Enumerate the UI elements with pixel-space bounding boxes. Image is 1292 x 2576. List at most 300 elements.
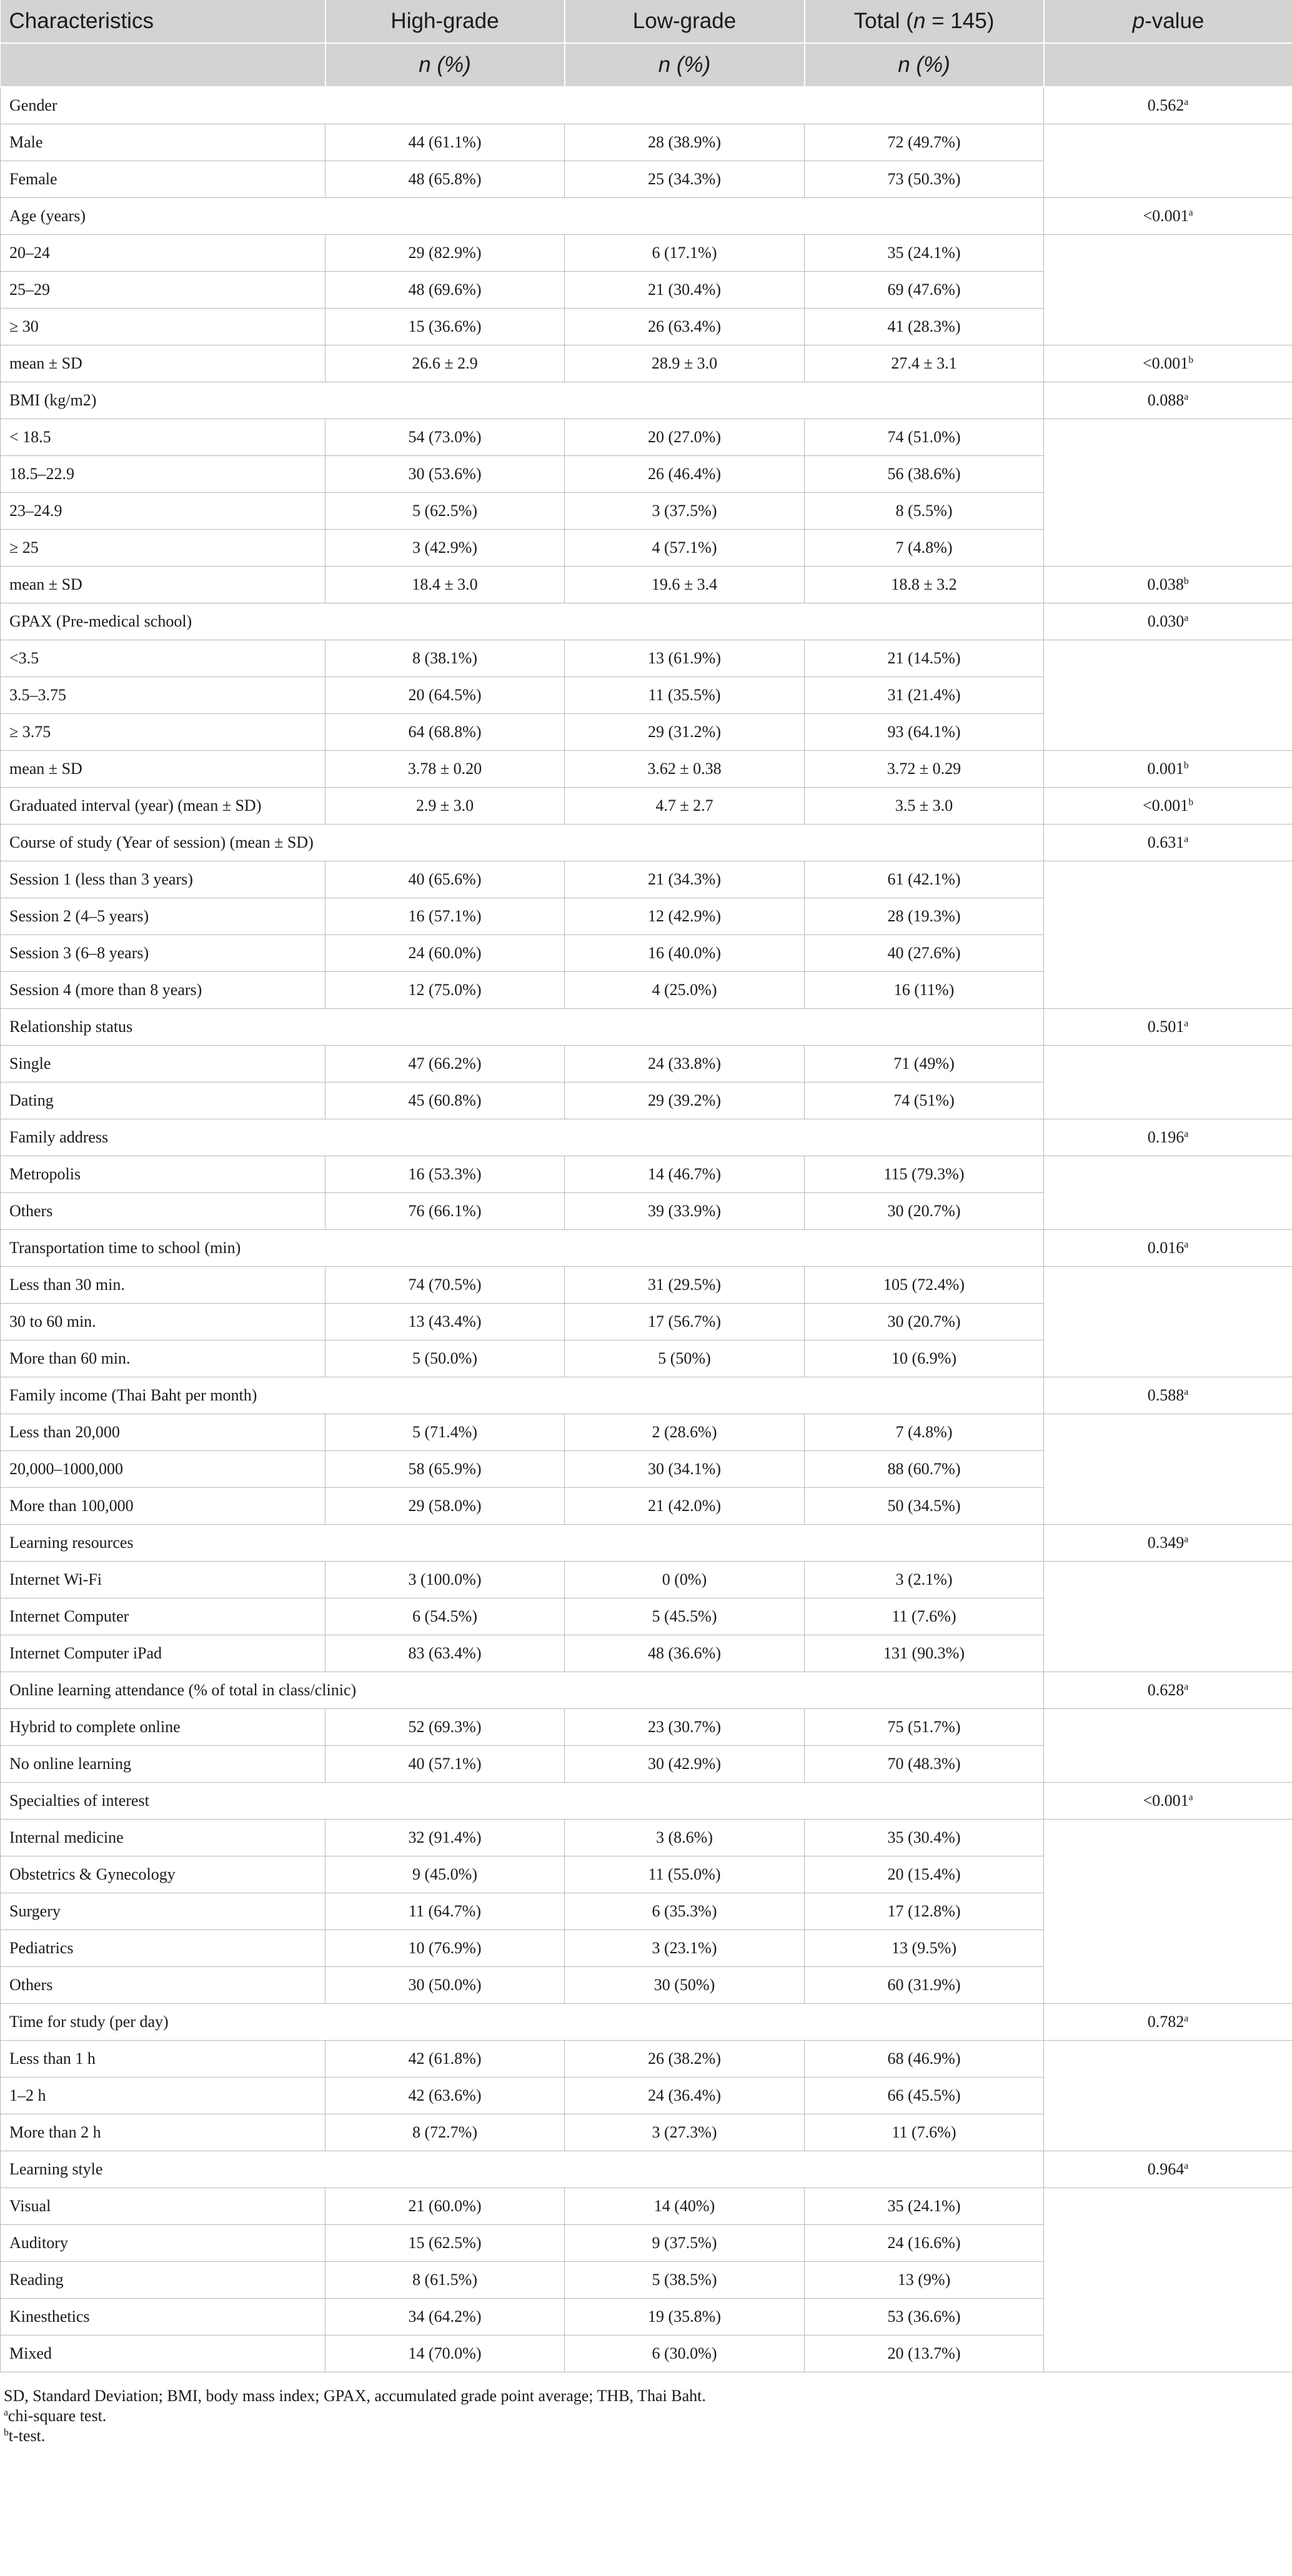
low-grade-value: 6 (30.0%) bbox=[565, 2336, 805, 2372]
total-value: 72 (49.7%) bbox=[805, 124, 1044, 161]
high-grade-value: 58 (65.9%) bbox=[325, 1451, 565, 1488]
high-grade-value: 3.78 ± 0.20 bbox=[325, 751, 565, 788]
total-value: 68 (46.9%) bbox=[805, 2041, 1044, 2078]
total-value: 7 (4.8%) bbox=[805, 1414, 1044, 1451]
group-label: Learning resources bbox=[1, 1525, 1044, 1562]
p-value-text: 0.964 bbox=[1147, 2160, 1185, 2178]
p-value-text: 0.588 bbox=[1147, 1386, 1185, 1404]
group-header-row bbox=[1, 87, 1292, 124]
header-low-grade: Low-grade bbox=[565, 0, 805, 43]
total-value: 11 (7.6%) bbox=[805, 1598, 1044, 1635]
p-value-test-marker: a bbox=[1184, 613, 1189, 624]
row-label: Others bbox=[1, 1967, 325, 2004]
row-label: Dating bbox=[1, 1082, 325, 1119]
row-label: Others bbox=[1, 1193, 325, 1230]
total-value: 28 (19.3%) bbox=[805, 898, 1044, 935]
p-value-blank bbox=[1044, 640, 1292, 751]
high-grade-value: 42 (63.6%) bbox=[325, 2078, 565, 2114]
group-header-row bbox=[1, 2151, 1292, 2188]
group-label: GPAX (Pre-medical school) bbox=[1, 603, 1044, 640]
low-grade-value: 30 (50%) bbox=[565, 1967, 805, 2004]
row-label: ≥ 30 bbox=[1, 309, 325, 345]
row-label: Reading bbox=[1, 2262, 325, 2299]
mean-sd-row bbox=[1, 751, 1292, 788]
high-grade-value: 30 (50.0%) bbox=[325, 1967, 565, 2004]
total-value: 30 (20.7%) bbox=[805, 1193, 1044, 1230]
group-label: Family address bbox=[1, 1119, 1044, 1156]
high-grade-value: 45 (60.8%) bbox=[325, 1082, 565, 1119]
group-label: Learning style bbox=[1, 2151, 1044, 2188]
row-label: ≥ 25 bbox=[1, 530, 325, 567]
low-grade-value: 11 (55.0%) bbox=[565, 1856, 805, 1893]
high-grade-value: 64 (68.8%) bbox=[325, 714, 565, 751]
row-label: Kinesthetics bbox=[1, 2299, 325, 2336]
p-value-test-marker: b bbox=[1183, 760, 1189, 771]
row-label: Surgery bbox=[1, 1893, 325, 1930]
group-header-row bbox=[1, 1009, 1292, 1046]
high-grade-value: 3 (42.9%) bbox=[325, 530, 565, 567]
low-grade-value: 26 (63.4%) bbox=[565, 309, 805, 345]
total-value: 30 (20.7%) bbox=[805, 1304, 1044, 1340]
low-grade-value: 29 (31.2%) bbox=[565, 714, 805, 751]
total-value: 69 (47.6%) bbox=[805, 272, 1044, 309]
group-header-row bbox=[1, 1119, 1292, 1156]
group-label: Specialties of interest bbox=[1, 1783, 1044, 1820]
low-grade-value: 17 (56.7%) bbox=[565, 1304, 805, 1340]
p-value-blank bbox=[1044, 235, 1292, 345]
row-label: Internal medicine bbox=[1, 1820, 325, 1856]
p-value-text: <0.001 bbox=[1143, 354, 1189, 372]
low-grade-value: 48 (36.6%) bbox=[565, 1635, 805, 1672]
low-grade-value: 3 (23.1%) bbox=[565, 1930, 805, 1967]
low-grade-value: 3 (8.6%) bbox=[565, 1820, 805, 1856]
subheader-high-n-pct: n (%) bbox=[325, 43, 565, 87]
group-p-value bbox=[1044, 1672, 1292, 1709]
low-grade-value: 21 (34.3%) bbox=[565, 861, 805, 898]
group-p-value bbox=[1044, 1783, 1292, 1820]
total-value: 3 (2.1%) bbox=[805, 1562, 1044, 1598]
footnote-text: SD, Standard Deviation; BMI, body mass index; GPAX, accumulated grade point average; THB, Thai Baht. bbox=[4, 2387, 706, 2405]
low-grade-value: 3 (37.5%) bbox=[565, 493, 805, 530]
high-grade-value: 9 (45.0%) bbox=[325, 1856, 565, 1893]
high-grade-value: 42 (61.8%) bbox=[325, 2041, 565, 2078]
total-value: 70 (48.3%) bbox=[805, 1746, 1044, 1783]
high-grade-value: 20 (64.5%) bbox=[325, 677, 565, 714]
p-value-test-marker: a bbox=[1184, 834, 1189, 845]
low-grade-value: 30 (42.9%) bbox=[565, 1746, 805, 1783]
low-grade-value: 5 (45.5%) bbox=[565, 1598, 805, 1635]
high-grade-value: 34 (64.2%) bbox=[325, 2299, 565, 2336]
high-grade-value: 32 (91.4%) bbox=[325, 1820, 565, 1856]
total-value: 20 (13.7%) bbox=[805, 2336, 1044, 2372]
high-grade-value: 16 (53.3%) bbox=[325, 1156, 565, 1193]
p-value-text: 0.038 bbox=[1147, 575, 1184, 593]
group-header-row bbox=[1, 1525, 1292, 1562]
total-value: 17 (12.8%) bbox=[805, 1893, 1044, 1930]
row-label: Auditory bbox=[1, 2225, 325, 2262]
mean-sd-row bbox=[1, 567, 1292, 603]
table-row bbox=[1, 2188, 1292, 2225]
header-high-grade: High-grade bbox=[325, 0, 565, 43]
p-value-text: 0.030 bbox=[1147, 612, 1185, 630]
table-row bbox=[1, 235, 1292, 272]
total-value: 40 (27.6%) bbox=[805, 935, 1044, 972]
p-value-test-marker: a bbox=[1184, 2161, 1189, 2172]
group-p-value bbox=[1044, 2004, 1292, 2041]
row-p-value bbox=[1044, 788, 1292, 825]
total-value: 13 (9.5%) bbox=[805, 1930, 1044, 1967]
low-grade-value: 26 (38.2%) bbox=[565, 2041, 805, 2078]
row-label: 25–29 bbox=[1, 272, 325, 309]
high-grade-value: 15 (36.6%) bbox=[325, 309, 565, 345]
total-value: 73 (50.3%) bbox=[805, 161, 1044, 198]
total-value: 24 (16.6%) bbox=[805, 2225, 1044, 2262]
row-label: Internet Wi-Fi bbox=[1, 1562, 325, 1598]
row-label: 30 to 60 min. bbox=[1, 1304, 325, 1340]
high-grade-value: 6 (54.5%) bbox=[325, 1598, 565, 1635]
p-value-test-marker: a bbox=[1184, 2013, 1189, 2024]
high-grade-value: 83 (63.4%) bbox=[325, 1635, 565, 1672]
high-grade-value: 54 (73.0%) bbox=[325, 419, 565, 456]
high-grade-value: 14 (70.0%) bbox=[325, 2336, 565, 2372]
high-grade-value: 5 (71.4%) bbox=[325, 1414, 565, 1451]
group-label: Relationship status bbox=[1, 1009, 1044, 1046]
high-grade-value: 8 (72.7%) bbox=[325, 2114, 565, 2151]
p-value-blank bbox=[1044, 1046, 1292, 1119]
p-value-text: 0.501 bbox=[1147, 1018, 1185, 1036]
total-value: 50 (34.5%) bbox=[805, 1488, 1044, 1525]
total-value: 71 (49%) bbox=[805, 1046, 1044, 1082]
total-value: 75 (51.7%) bbox=[805, 1709, 1044, 1746]
high-grade-value: 52 (69.3%) bbox=[325, 1709, 565, 1746]
group-label: Course of study (Year of session) (mean ± SD) bbox=[1, 825, 1044, 861]
low-grade-value: 25 (34.3%) bbox=[565, 161, 805, 198]
table-row bbox=[1, 1562, 1292, 1598]
high-grade-value: 8 (61.5%) bbox=[325, 2262, 565, 2299]
table-row bbox=[1, 1820, 1292, 1856]
total-value: 21 (14.5%) bbox=[805, 640, 1044, 677]
p-value-test-marker: a bbox=[1184, 1387, 1189, 1398]
low-grade-value: 14 (46.7%) bbox=[565, 1156, 805, 1193]
low-grade-value: 4 (25.0%) bbox=[565, 972, 805, 1009]
group-header-row bbox=[1, 825, 1292, 861]
group-header-row bbox=[1, 382, 1292, 419]
total-value: 13 (9%) bbox=[805, 2262, 1044, 2299]
total-value: 11 (7.6%) bbox=[805, 2114, 1044, 2151]
row-label: 23–24.9 bbox=[1, 493, 325, 530]
group-p-value bbox=[1044, 1119, 1292, 1156]
group-label: Family income (Thai Baht per month) bbox=[1, 1377, 1044, 1414]
p-value-test-marker: a bbox=[1184, 1129, 1189, 1140]
high-grade-value: 16 (57.1%) bbox=[325, 898, 565, 935]
low-grade-value: 3 (27.3%) bbox=[565, 2114, 805, 2151]
total-value: 56 (38.6%) bbox=[805, 456, 1044, 493]
table-row bbox=[1, 419, 1292, 456]
low-grade-value: 0 (0%) bbox=[565, 1562, 805, 1598]
low-grade-value: 31 (29.5%) bbox=[565, 1267, 805, 1304]
row-p-value bbox=[1044, 567, 1292, 603]
row-label: 18.5–22.9 bbox=[1, 456, 325, 493]
group-label: Gender bbox=[1, 87, 1044, 124]
p-value-text: 0.196 bbox=[1147, 1128, 1185, 1146]
total-value: 16 (11%) bbox=[805, 972, 1044, 1009]
total-value: 27.4 ± 3.1 bbox=[805, 345, 1044, 382]
low-grade-value: 9 (37.5%) bbox=[565, 2225, 805, 2262]
subheader-low-n-pct: n (%) bbox=[565, 43, 805, 87]
total-value: 10 (6.9%) bbox=[805, 1340, 1044, 1377]
high-grade-value: 8 (38.1%) bbox=[325, 640, 565, 677]
high-grade-value: 47 (66.2%) bbox=[325, 1046, 565, 1082]
footnote-text: t-test. bbox=[8, 2427, 46, 2445]
p-value-test-marker: a bbox=[1184, 392, 1189, 403]
low-grade-value: 3.62 ± 0.38 bbox=[565, 751, 805, 788]
row-label: Internet Computer bbox=[1, 1598, 325, 1635]
low-grade-value: 23 (30.7%) bbox=[565, 1709, 805, 1746]
low-grade-value: 12 (42.9%) bbox=[565, 898, 805, 935]
row-label: Session 3 (6–8 years) bbox=[1, 935, 325, 972]
low-grade-value: 5 (38.5%) bbox=[565, 2262, 805, 2299]
row-label: More than 60 min. bbox=[1, 1340, 325, 1377]
high-grade-value: 40 (57.1%) bbox=[325, 1746, 565, 1783]
row-p-value bbox=[1044, 751, 1292, 788]
row-label: Pediatrics bbox=[1, 1930, 325, 1967]
total-value: 105 (72.4%) bbox=[805, 1267, 1044, 1304]
p-value-text: 0.631 bbox=[1147, 833, 1185, 851]
row-label: Less than 20,000 bbox=[1, 1414, 325, 1451]
total-value: 74 (51.0%) bbox=[805, 419, 1044, 456]
row-label: mean ± SD bbox=[1, 751, 325, 788]
table-body bbox=[1, 87, 1292, 2372]
p-value-blank bbox=[1044, 1267, 1292, 1377]
p-value-blank bbox=[1044, 1709, 1292, 1783]
high-grade-value: 29 (58.0%) bbox=[325, 1488, 565, 1525]
graduated-interval-row bbox=[1, 788, 1292, 825]
table-footnotes bbox=[4, 2386, 706, 2446]
high-grade-value: 76 (66.1%) bbox=[325, 1193, 565, 1230]
row-label: Visual bbox=[1, 2188, 325, 2225]
total-value: 31 (21.4%) bbox=[805, 677, 1044, 714]
low-grade-value: 11 (35.5%) bbox=[565, 677, 805, 714]
table-row bbox=[1, 1709, 1292, 1746]
high-grade-value: 5 (62.5%) bbox=[325, 493, 565, 530]
group-label: Time for study (per day) bbox=[1, 2004, 1044, 2041]
low-grade-value: 5 (50%) bbox=[565, 1340, 805, 1377]
row-label: More than 2 h bbox=[1, 2114, 325, 2151]
total-value: 93 (64.1%) bbox=[805, 714, 1044, 751]
low-grade-value: 4.7 ± 2.7 bbox=[565, 788, 805, 825]
total-value: 66 (45.5%) bbox=[805, 2078, 1044, 2114]
row-label: Session 4 (more than 8 years) bbox=[1, 972, 325, 1009]
low-grade-value: 26 (46.4%) bbox=[565, 456, 805, 493]
high-grade-value: 2.9 ± 3.0 bbox=[325, 788, 565, 825]
total-value: 20 (15.4%) bbox=[805, 1856, 1044, 1893]
group-p-value bbox=[1044, 1009, 1292, 1046]
low-grade-value: 6 (17.1%) bbox=[565, 235, 805, 272]
table-row bbox=[1, 1267, 1292, 1304]
p-value-text: 0.628 bbox=[1147, 1681, 1185, 1699]
high-grade-value: 10 (76.9%) bbox=[325, 1930, 565, 1967]
high-grade-value: 12 (75.0%) bbox=[325, 972, 565, 1009]
high-grade-value: 15 (62.5%) bbox=[325, 2225, 565, 2262]
p-value-blank bbox=[1044, 1414, 1292, 1525]
table-row bbox=[1, 124, 1292, 161]
group-label: Age (years) bbox=[1, 198, 1044, 235]
high-grade-value: 29 (82.9%) bbox=[325, 235, 565, 272]
total-value: 7 (4.8%) bbox=[805, 530, 1044, 567]
low-grade-value: 16 (40.0%) bbox=[565, 935, 805, 972]
total-value: 74 (51%) bbox=[805, 1082, 1044, 1119]
total-value: 115 (79.3%) bbox=[805, 1156, 1044, 1193]
high-grade-value: 5 (50.0%) bbox=[325, 1340, 565, 1377]
total-value: 41 (28.3%) bbox=[805, 309, 1044, 345]
row-label: Graduated interval (year) (mean ± SD) bbox=[1, 788, 325, 825]
high-grade-value: 21 (60.0%) bbox=[325, 2188, 565, 2225]
table-row bbox=[1, 1046, 1292, 1082]
low-grade-value: 2 (28.6%) bbox=[565, 1414, 805, 1451]
high-grade-value: 11 (64.7%) bbox=[325, 1893, 565, 1930]
low-grade-value: 14 (40%) bbox=[565, 2188, 805, 2225]
group-p-value bbox=[1044, 382, 1292, 419]
p-value-test-marker: a bbox=[1188, 207, 1193, 219]
row-label: Obstetrics & Gynecology bbox=[1, 1856, 325, 1893]
high-grade-value: 48 (65.8%) bbox=[325, 161, 565, 198]
low-grade-value: 24 (33.8%) bbox=[565, 1046, 805, 1082]
p-value-test-marker: a bbox=[1188, 1792, 1193, 1803]
table-row bbox=[1, 861, 1292, 898]
row-label: Single bbox=[1, 1046, 325, 1082]
p-value-test-marker: a bbox=[1184, 97, 1189, 108]
p-value-test-marker: a bbox=[1184, 1239, 1189, 1251]
row-label: Session 1 (less than 3 years) bbox=[1, 861, 325, 898]
high-grade-value: 3 (100.0%) bbox=[325, 1562, 565, 1598]
p-value-blank bbox=[1044, 2188, 1292, 2372]
low-grade-value: 19.6 ± 3.4 bbox=[565, 567, 805, 603]
row-label: Less than 1 h bbox=[1, 2041, 325, 2078]
group-p-value bbox=[1044, 1230, 1292, 1267]
total-value: 53 (36.6%) bbox=[805, 2299, 1044, 2336]
group-p-value bbox=[1044, 825, 1292, 861]
group-header-row bbox=[1, 603, 1292, 640]
footnote-text: chi-square test. bbox=[7, 2407, 107, 2425]
low-grade-value: 21 (30.4%) bbox=[565, 272, 805, 309]
header-total: Total (n = 145) bbox=[805, 0, 1044, 43]
row-label: 3.5–3.75 bbox=[1, 677, 325, 714]
group-header-row bbox=[1, 1230, 1292, 1267]
low-grade-value: 6 (35.3%) bbox=[565, 1893, 805, 1930]
total-value: 35 (24.1%) bbox=[805, 2188, 1044, 2225]
row-p-value bbox=[1044, 345, 1292, 382]
p-value-text: <0.001 bbox=[1143, 1791, 1189, 1810]
low-grade-value: 4 (57.1%) bbox=[565, 530, 805, 567]
group-p-value bbox=[1044, 87, 1292, 124]
table-row bbox=[1, 1156, 1292, 1193]
low-grade-value: 30 (34.1%) bbox=[565, 1451, 805, 1488]
row-label: More than 100,000 bbox=[1, 1488, 325, 1525]
p-value-blank bbox=[1044, 419, 1292, 567]
low-grade-value: 28 (38.9%) bbox=[565, 124, 805, 161]
row-label: Metropolis bbox=[1, 1156, 325, 1193]
group-label: Transportation time to school (min) bbox=[1, 1230, 1044, 1267]
low-grade-value: 39 (33.9%) bbox=[565, 1193, 805, 1230]
row-label: mean ± SD bbox=[1, 567, 325, 603]
header-characteristics: Characteristics bbox=[1, 0, 325, 43]
p-value-text: 0.088 bbox=[1147, 391, 1185, 409]
row-label: 20,000–1000,000 bbox=[1, 1451, 325, 1488]
table-row bbox=[1, 2041, 1292, 2078]
table-row bbox=[1, 1414, 1292, 1451]
p-value-test-marker: b bbox=[1188, 355, 1193, 366]
low-grade-value: 24 (36.4%) bbox=[565, 2078, 805, 2114]
total-value: 88 (60.7%) bbox=[805, 1451, 1044, 1488]
high-grade-value: 40 (65.6%) bbox=[325, 861, 565, 898]
p-value-blank bbox=[1044, 124, 1292, 198]
high-grade-value: 13 (43.4%) bbox=[325, 1304, 565, 1340]
subheader-p-blank bbox=[1044, 43, 1292, 87]
footnote bbox=[4, 2426, 706, 2446]
high-grade-value: 26.6 ± 2.9 bbox=[325, 345, 565, 382]
high-grade-value: 74 (70.5%) bbox=[325, 1267, 565, 1304]
p-value-test-marker: a bbox=[1184, 1018, 1189, 1029]
group-p-value bbox=[1044, 1525, 1292, 1562]
low-grade-value: 13 (61.9%) bbox=[565, 640, 805, 677]
low-grade-value: 29 (39.2%) bbox=[565, 1082, 805, 1119]
p-value-blank bbox=[1044, 1820, 1292, 2004]
footnote-marker: b bbox=[4, 2427, 9, 2439]
p-value-blank bbox=[1044, 861, 1292, 1009]
footnote bbox=[4, 2406, 706, 2426]
group-header-row bbox=[1, 1783, 1292, 1820]
group-p-value bbox=[1044, 603, 1292, 640]
p-value-blank bbox=[1044, 1156, 1292, 1230]
row-label: Male bbox=[1, 124, 325, 161]
p-value-text: 0.349 bbox=[1147, 1533, 1185, 1552]
row-label: Mixed bbox=[1, 2336, 325, 2372]
p-value-text: <0.001 bbox=[1143, 207, 1189, 225]
row-label: Less than 30 min. bbox=[1, 1267, 325, 1304]
mean-sd-row bbox=[1, 345, 1292, 382]
high-grade-value: 48 (69.6%) bbox=[325, 272, 565, 309]
subheader-total-n-pct: n (%) bbox=[805, 43, 1044, 87]
group-p-value bbox=[1044, 2151, 1292, 2188]
total-value: 35 (24.1%) bbox=[805, 235, 1044, 272]
high-grade-value: 24 (60.0%) bbox=[325, 935, 565, 972]
p-value-text: 0.782 bbox=[1147, 2013, 1185, 2031]
group-header-row bbox=[1, 1672, 1292, 1709]
group-label: Online learning attendance (% of total in class/clinic) bbox=[1, 1672, 1044, 1709]
total-value: 61 (42.1%) bbox=[805, 861, 1044, 898]
group-label: BMI (kg/m2) bbox=[1, 382, 1044, 419]
total-value: 131 (90.3%) bbox=[805, 1635, 1044, 1672]
total-value: 18.8 ± 3.2 bbox=[805, 567, 1044, 603]
p-value-blank bbox=[1044, 2041, 1292, 2151]
p-value-text: 0.562 bbox=[1147, 96, 1185, 114]
total-value: 60 (31.9%) bbox=[805, 1967, 1044, 2004]
high-grade-value: 18.4 ± 3.0 bbox=[325, 567, 565, 603]
low-grade-value: 19 (35.8%) bbox=[565, 2299, 805, 2336]
row-label: Female bbox=[1, 161, 325, 198]
low-grade-value: 28.9 ± 3.0 bbox=[565, 345, 805, 382]
row-label: No online learning bbox=[1, 1746, 325, 1783]
group-p-value bbox=[1044, 1377, 1292, 1414]
p-value-test-marker: a bbox=[1184, 1534, 1189, 1545]
row-label: Internet Computer iPad bbox=[1, 1635, 325, 1672]
group-header-row bbox=[1, 198, 1292, 235]
p-value-blank bbox=[1044, 1562, 1292, 1672]
subheader-blank bbox=[1, 43, 325, 87]
header-p-value: p-value bbox=[1044, 0, 1292, 43]
row-label: 1–2 h bbox=[1, 2078, 325, 2114]
table-row bbox=[1, 640, 1292, 677]
